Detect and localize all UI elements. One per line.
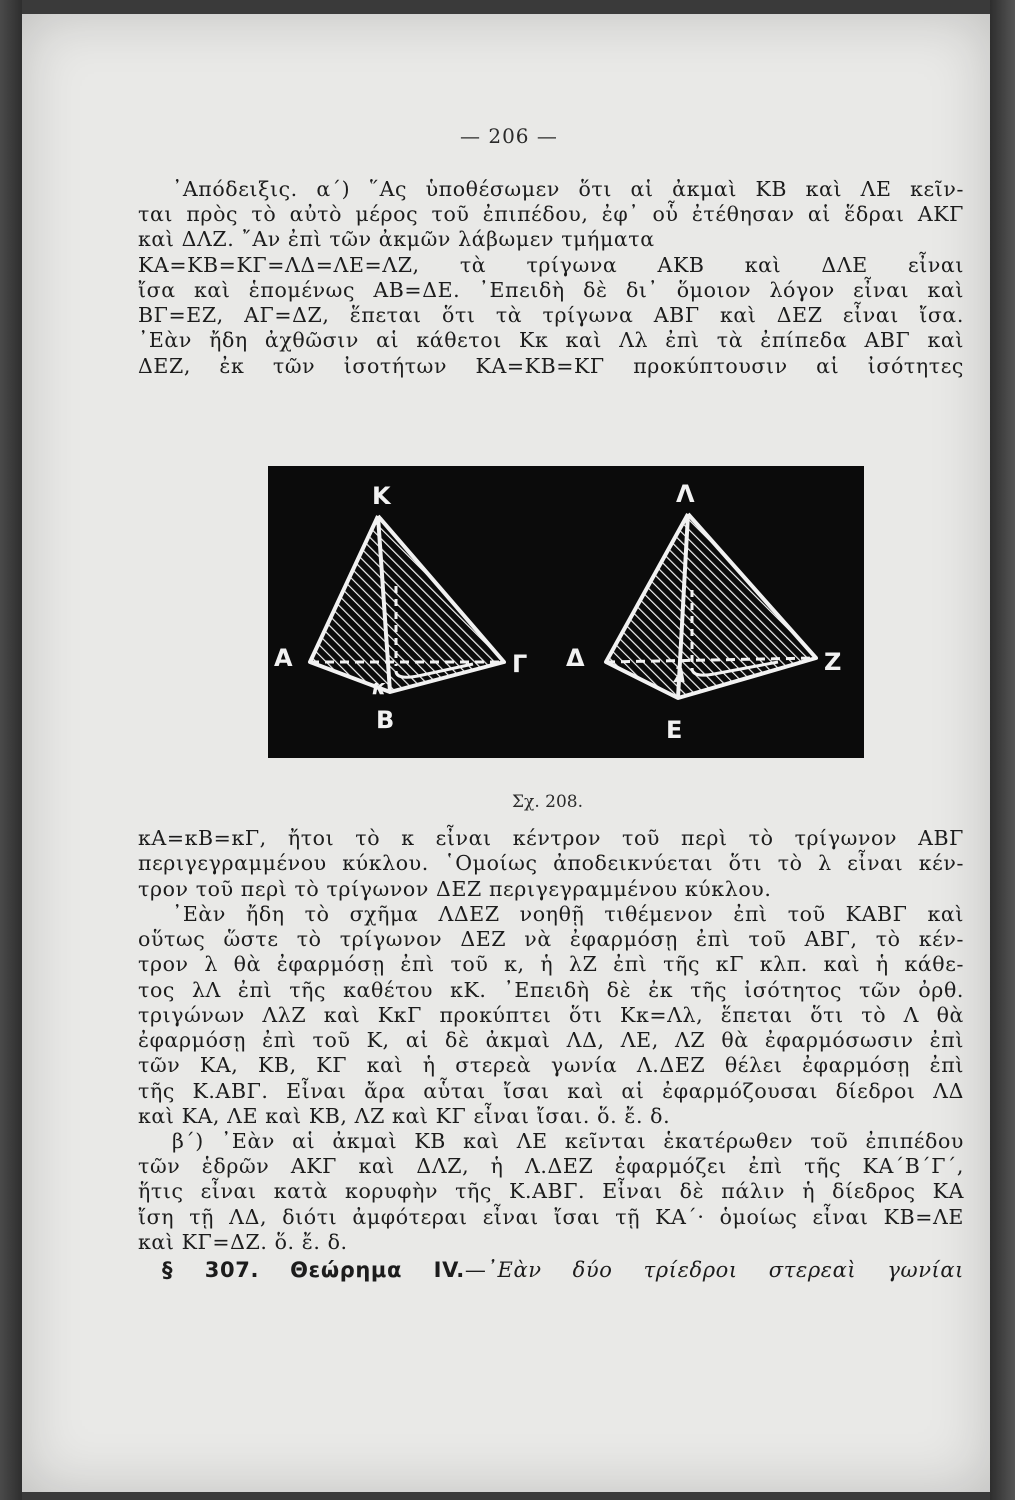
- theorem-heading: [162, 1254, 964, 1286]
- label-g: Γ: [512, 650, 528, 678]
- label-d: Δ: [566, 644, 585, 672]
- paragraph-beta-cont: [138, 1154, 964, 1255]
- book-edge-left: [0, 0, 22, 1500]
- text-line: ΚΑ=ΚΒ=ΚΓ=ΛΔ=ΛΕ=ΛΖ, τὰ τρίγωνα ΑΚΒ καὶ ΔΛΕ εἶναι: [138, 252, 964, 277]
- theorem-title: Θεώρημα IV.: [290, 1258, 465, 1282]
- text-line: τῆς Κ.ΑΒΓ. Εἶναι ἄρα αὗται ἴσαι καὶ αἱ ἐφαρμόζουσαι δίεδροι ΛΔ: [138, 1078, 964, 1103]
- text-line: ᾿Εὰν ἤδη ἀχθῶσιν αἱ κάθετοι Κκ καὶ Λλ ἐπὶ τὰ ἐπίπεδα ΑΒΓ καὶ: [138, 328, 964, 353]
- face-lez: [678, 514, 816, 698]
- text-line: β΄) ᾿Εὰν αἱ ἀκμαὶ ΚΒ καὶ ΛΕ κεῖνται ἑκατέρωθεν τοῦ ἐπιπέδου: [172, 1129, 964, 1153]
- tetrahedra-diagram: [268, 466, 864, 758]
- text-line: οὕτως ὥστε τὸ τρίγωνον ΔΕΖ νὰ ἐφαρμόσῃ ἐπὶ τοῦ ΑΒΓ, τὸ κέν-: [138, 927, 964, 951]
- text-line: τρον λ θὰ ἐφαρμόσῃ ἐπὶ τοῦ κ, ἡ λΖ ἐπὶ τῆς κΓ κλπ. καὶ ἡ κάθε-: [138, 952, 964, 977]
- label-e: Ε: [666, 716, 683, 744]
- text-line: περιγεγραμμένου κύκλου. ῾Ομοίως ἀποδεικνύεται ὅτι τὸ λ εἶναι κέν-: [138, 851, 964, 876]
- text-line: τῶν ἑδρῶν ΑΚΓ καὶ ΔΛΖ, ἡ Λ.ΔΕΖ ἐφαρμόζει ἐπὶ τῆς ΚΑ΄Β΄Γ΄,: [138, 1154, 964, 1178]
- paragraph-bottom-cont: [138, 927, 964, 1129]
- theorem-statement: ᾿Εὰν δύο τρίεδροι στερεαὶ γωνίαι: [486, 1258, 965, 1282]
- book-edge-right: [990, 0, 1015, 1500]
- text-line: ται πρὸς τὸ αὐτὸ μέρος τοῦ ἐπιπέδου, ἐφ᾿ οὗ ἐτέθησαν αἱ ἕδραι ΑΚΓ: [138, 202, 964, 226]
- paragraph-bottom: [138, 826, 964, 902]
- label-b: Β: [376, 706, 395, 734]
- left-pyramid: [310, 516, 504, 692]
- label-z: Ζ: [824, 648, 842, 676]
- figure-208: [268, 466, 864, 758]
- paragraph-top-first: [172, 177, 964, 202]
- page-number: — 206 —: [460, 124, 558, 148]
- label-lambda: λ: [674, 663, 687, 687]
- text-line: τος λΛ ἐπὶ τῆς καθέτου κΚ. ᾿Επειδὴ δὲ ἐκ τῆς ἰσότητος τῶν ὀρθ.: [138, 977, 964, 1002]
- text-line: καὶ ΚΑ, ΛΕ καὶ ΚΒ, ΛΖ καὶ ΚΓ εἶναι ἴσαι. ὅ. ἔ. δ.: [138, 1104, 671, 1129]
- text-line: ἥτις εἶναι κατὰ κορυφὴν τῆς Κ.ΑΒΓ. Εἶναι δὲ πάλιν ἡ δίεδρος ΚΑ: [138, 1179, 964, 1204]
- text-line: ΒΓ=ΕΖ, ΑΓ=ΔΖ, ἕπεται ὅτι τὰ τρίγωνα ΑΒΓ καὶ ΔΕΖ εἶναι ἴσα.: [138, 303, 964, 328]
- text-line: ἐφαρμόσῃ ἐπὶ τοῦ Κ, αἱ δὲ ἀκμαὶ ΛΔ, ΛΕ, ΛΖ θὰ ἐφαρμόσωσιν ἐπὶ: [138, 1028, 964, 1053]
- text-line: καὶ ΔΛΖ. ῎Αν ἐπὶ τῶν ἀκμῶν λάβωμεν τμήματα: [138, 227, 655, 252]
- text-line: κΑ=κΒ=κΓ, ἤτοι τὸ κ εἶναι κέντρον τοῦ περὶ τὸ τρίγωνον ΑΒΓ: [138, 826, 964, 850]
- text-line: ᾿Εὰν ἤδη τὸ σχῆμα ΛΔΕΖ νοηθῇ τιθέμενον ἐπὶ τοῦ ΚΑΒΓ καὶ: [172, 902, 964, 926]
- paragraph-beta: [172, 1129, 964, 1154]
- label-kappa: κ: [372, 675, 387, 699]
- text-line: ἴσα καὶ ἑπομένως ΑΒ=ΔΕ. ᾿Επειδὴ δὲ δι᾿ ὅμοιον λόγον εἶναι καὶ: [138, 277, 964, 302]
- text-line: ᾿Απόδειξις. α΄) ῞Ας ὑποθέσωμεν ὅτι αἱ ἀκμαὶ ΚΒ καὶ ΛΕ κεῖν-: [172, 177, 964, 201]
- text-line: ΔΕΖ, ἐκ τῶν ἰσοτήτων ΚΑ=ΚΒ=ΚΓ προκύπτουσιν αἱ ἰσότητες: [138, 353, 964, 378]
- right-pyramid: [606, 514, 816, 698]
- label-a: Α: [274, 644, 293, 672]
- text-line: ἴση τῇ ΛΔ, διότι ἀμφότεραι εἶναι ἴσαι τῇ ΚΑ΄· ὁμοίως εἶναι ΚΒ=ΛΕ: [138, 1204, 964, 1229]
- label-l: Λ: [676, 480, 695, 508]
- text-line: καὶ ΚΓ=ΔΖ. ὅ. ἔ. δ.: [138, 1229, 348, 1254]
- paragraph-bottom-indent: [172, 902, 964, 927]
- text-line: τριγώνων ΛλΖ καὶ ΚκΓ προκύπτει ὅτι Κκ=Λλ, ἕπεται ὅτι τὸ Λ θὰ: [138, 1002, 964, 1027]
- paragraph-top: [138, 202, 964, 379]
- text-line: τῶν ΚΑ, ΚΒ, ΚΓ καὶ ἡ στερεὰ γωνία Λ.ΔΕΖ θέλει ἐφαρμόσῃ ἐπὶ: [138, 1053, 964, 1078]
- label-k: Κ: [372, 482, 391, 510]
- theorem-line: [162, 1254, 964, 1286]
- figure-caption: Σχ. 208.: [512, 792, 583, 812]
- text-line: τρον τοῦ περὶ τὸ τρίγωνον ΔΕΖ περιγεγραμμένου κύκλου.: [138, 876, 772, 901]
- theorem-dash: —: [464, 1258, 487, 1282]
- section-number: § 307.: [162, 1258, 260, 1282]
